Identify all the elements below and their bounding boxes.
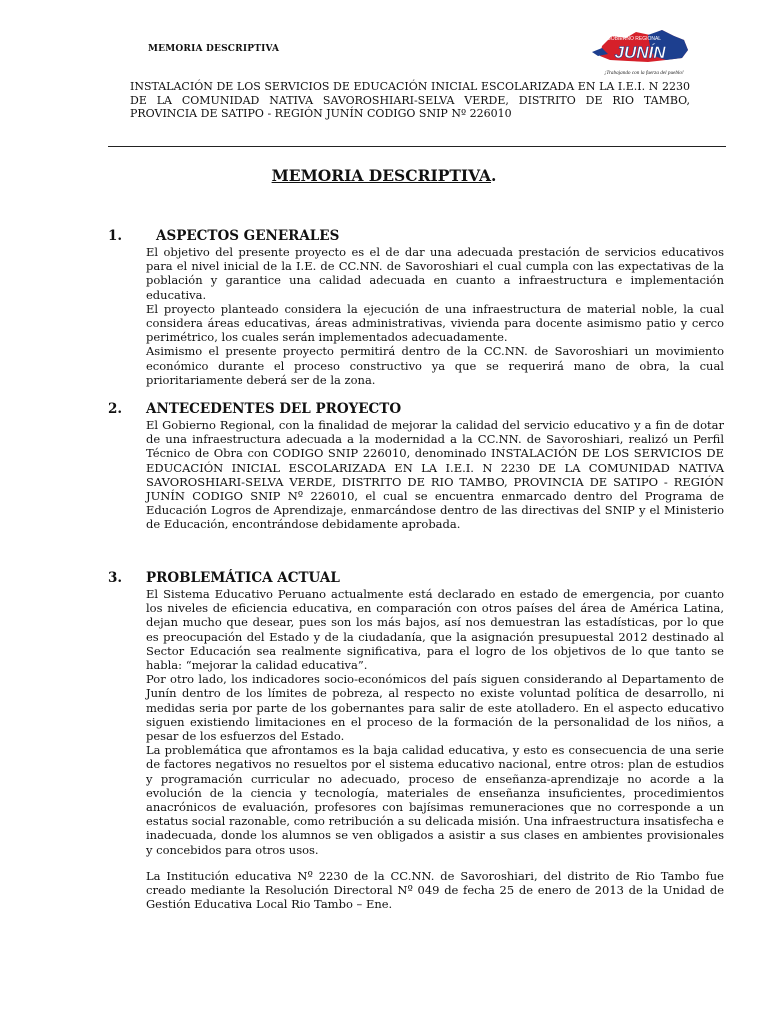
section-title: ANTECEDENTES DEL PROYECTO: [146, 401, 402, 417]
section-number: 1.: [108, 228, 123, 244]
section-title: ASPECTOS GENERALES: [156, 228, 340, 244]
paragraph: El Sistema Educativo Peruano actualmente está declarado en estado de emergencia, por cuanto los niveles de eficiencia educativa, en comparación con otros países del área de América Latina, dejan mucho que desear, pues son los más bajos, así nos demuestran las estadísticas, por lo que es preocupación del Estado y de la ciudadanía, que la asignación presupuestal 2012 destinado al Sector Educación sea realmente significativa, para el logro de los objetivos de lo que tanto se habla: “mejorar la calidad educativa”.: [146, 587, 724, 673]
paragraph: Asimismo el presente proyecto permitirá dentro de la CC.NN. de Savoroshiari un movimiento económico durante el proceso constructivo ya que se requerirá mano de obra, la cual prioritariamente deberá ser de la zona.: [146, 344, 724, 387]
section-antecedentes: [108, 401, 724, 532]
section-problematica: [108, 570, 724, 911]
document-title: [0, 166, 768, 185]
logo-brand-small: GOBIERNO REGIONAL: [606, 36, 662, 42]
paragraph: El Gobierno Regional, con la finalidad de mejorar la calidad del servicio educativo y a fin de dotar de una infraestructura adecuada a la modernidad a la CC.NN. de Savoroshiari, realizó un Perfil Técnico de Obra con CODIGO SNIP 226010, denominado INSTALACIÓN DE LOS SERVICIOS DE EDUCACIÓN INICIAL ESCOLARIZADA EN LA I.E.I. N 2230 DE LA COMUNIDAD NATIVA SAVOROSHIARI-SELVA VERDE, DISTRITO DE RIO TAMBO, PROVINCIA DE SATIPO - REGIÓN JUNÍN CODIGO SNIP Nº 226010, el cual se encuentra enmarcado dentro del Programa de Educación Logros de Aprendizaje, enmarcándose dentro de las directivas del SNIP y el Ministerio de Educación, encontrándose debidamente aprobada.: [146, 418, 724, 532]
paragraph: Por otro lado, los indicadores socio-económicos del país siguen considerando al Departamento de Junín dentro de los límites de pobreza, al respecto no existe voluntad política de desarrollo, ni medidas seria por parte de los gobernantes para salir de este atolladero. En el aspecto educativo siguen existiendo limitaciones en el proceso de la formación de la personalidad de los niños, a pesar de los esfuerzos del Estado.: [146, 672, 724, 744]
header-divider: [108, 146, 726, 147]
paragraph: El objetivo del presente proyecto es el de dar una adecuada prestación de servicios educativos para el nivel inicial de la I.E. de CC.NN. de Savoroshiari el cual cumpla con las expectativas de la población y garantice una calidad adecuada en cuanto a infraestructura e implementación educativa.: [146, 245, 724, 302]
section-body: [146, 418, 724, 532]
paragraph: La Institución educativa Nº 2230 de la CC.NN. de Savoroshiari, del distrito de Rio Tambo fue creado mediante la Resolución Directoral Nº 049 de fecha 25 de enero de 2013 de la Unidad de Gestión Educativa Local Rio Tambo – Ene.: [146, 868, 724, 912]
region-logo: [588, 26, 696, 84]
document-title-text: MEMORIA DESCRIPTIVA: [271, 166, 491, 185]
section-body: [146, 245, 724, 387]
section-heading: [108, 570, 724, 586]
section-body: [146, 587, 724, 911]
section-title: PROBLEMÁTICA ACTUAL: [146, 570, 340, 586]
document-title-suffix: .: [491, 166, 497, 185]
paragraph: El proyecto planteado considera la ejecución de una infraestructura de material noble, la cual considera áreas educativas, áreas administrativas, vivienda para docente asimismo patio y cerco perimétrico, los cuales serán implementados adecuadamente.: [146, 301, 724, 345]
junin-map-icon: [588, 26, 696, 84]
section-aspectos-generales: [108, 228, 724, 387]
logo-slogan: ¡Trabajando con la fuerza del pueblo!: [604, 70, 684, 76]
section-number: 2.: [108, 401, 123, 417]
project-title: INSTALACIÓN DE LOS SERVICIOS DE EDUCACIÓN INICIAL ESCOLARIZADA EN LA I.E.I. N 2230 DE LA COMUNIDAD NATIVA SAVOROSHIARI-SELVA VERDE, DISTRITO DE RIO TAMBO, PROVINCIA DE SATIPO - REGIÓN JUNÍN CODIGO SNIP Nº 226010: [130, 80, 690, 120]
section-number: 3.: [108, 570, 123, 586]
section-heading: [108, 228, 724, 244]
paragraph: La problemática que afrontamos es la baja calidad educativa, y esto es consecuencia de una serie de factores negativos no resueltos por el sistema educativo nacional, entre otros: plan de estudios y programación curricular no adecuado, proceso de enseñanza-aprendizaje no acorde a la evolución de la ciencia y tecnología, materiales de enseñanza insuficientes, procedimientos anacrónicos de evaluación, profesores con bajísimas remuneraciones que no corresponde a un estatus social razonable, como retribución a su delicada misión. Una infraestructura insatisfecha e inadecuada, donde los alumnos se ven obligados a asistir a sus clases en ambientes provisionales y concebidos para otros usos.: [146, 743, 724, 857]
section-heading: [108, 401, 724, 417]
logo-brand-big: JUNÍN: [614, 43, 666, 62]
header-label: MEMORIA DESCRIPTIVA: [148, 44, 280, 54]
